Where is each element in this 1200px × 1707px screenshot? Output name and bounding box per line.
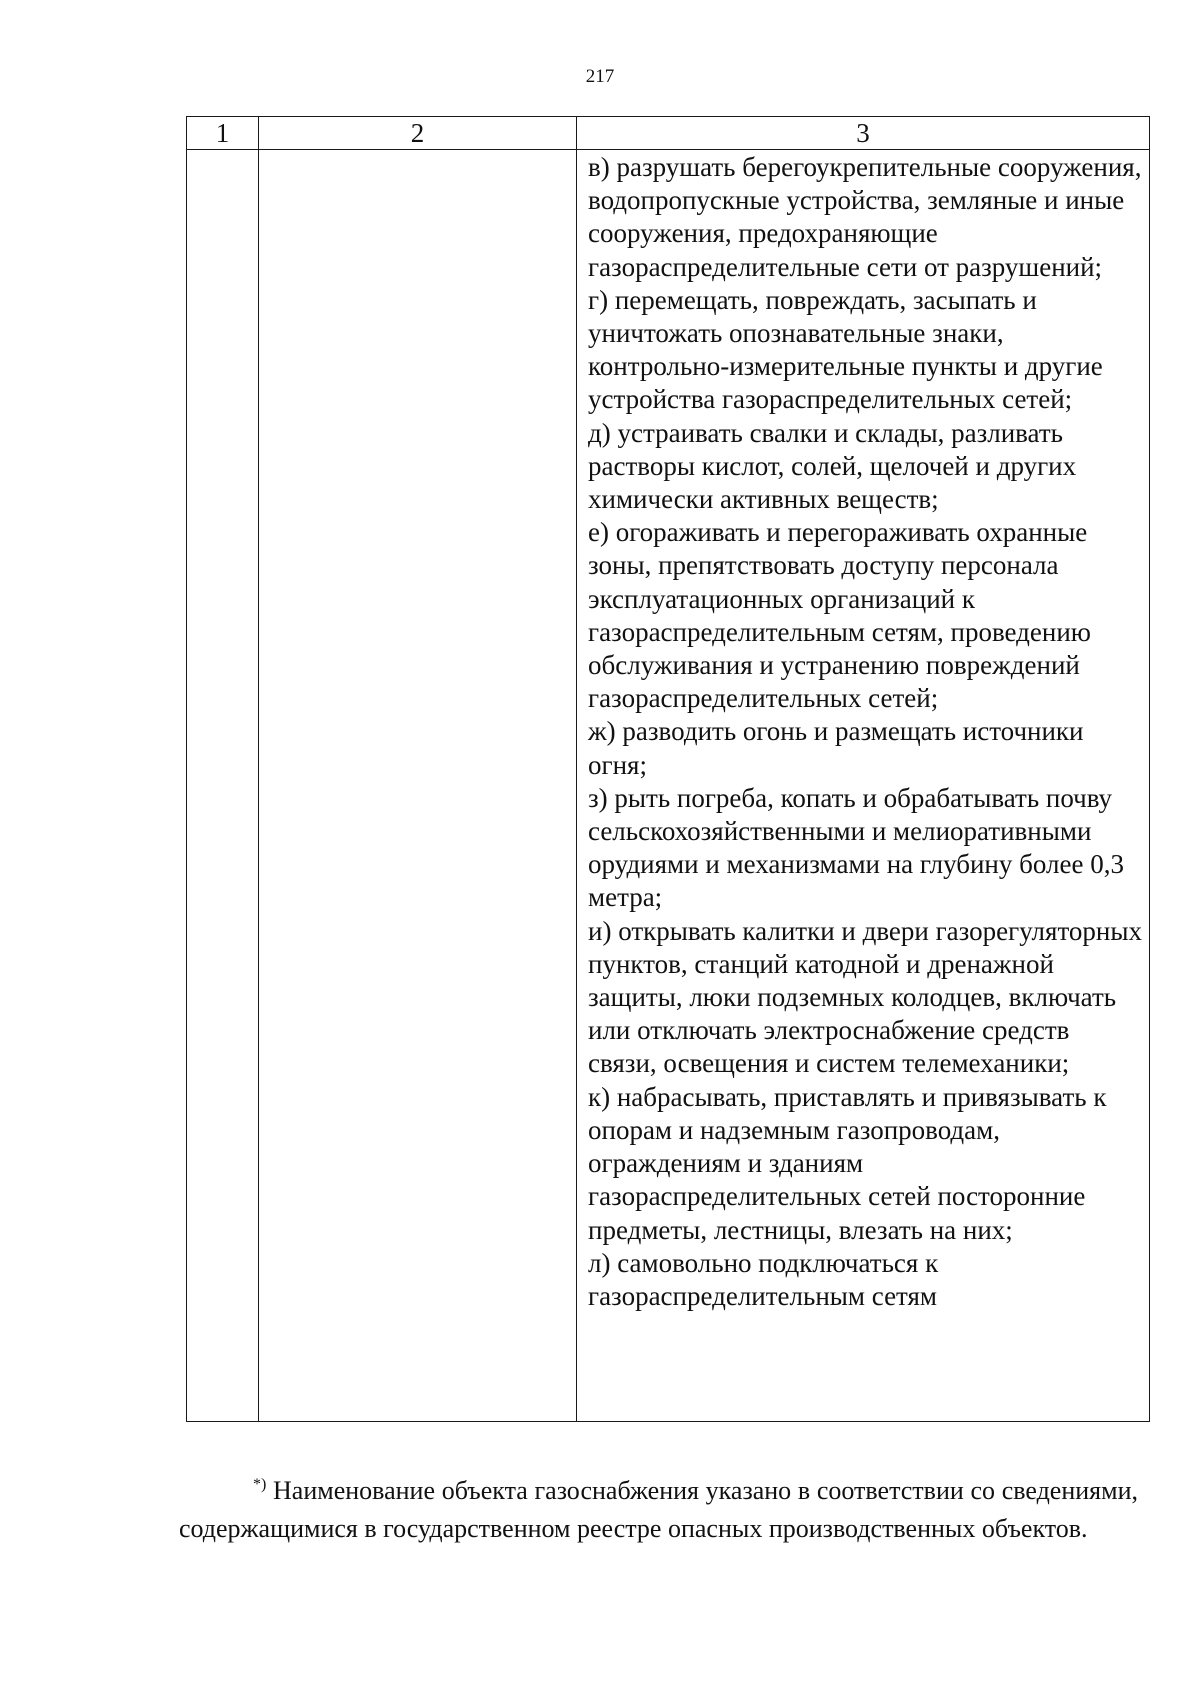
list-item: в) разрушать берегоукрепительные сооружения, водопропускные устройства, земляные и иные сооружения, предохраняющие газораспределительные сети от разрушений;	[588, 152, 1142, 282]
prohibitions-list	[577, 150, 1149, 1313]
list-item: г) перемещать, повреждать, засыпать и уничтожать опознавательные знаки, контрольно-измерительные пункты и другие устройства газораспределительных сетей;	[588, 284, 1103, 415]
footnote-marker: *)	[253, 1476, 267, 1493]
list-item: д) устраивать свалки и склады, разливать растворы кислот, солей, щелочей и других химически активных веществ;	[588, 417, 1077, 515]
column-1-cell	[187, 150, 259, 1422]
column-header-1: 1	[187, 117, 259, 150]
list-item: л) самовольно подключаться к газораспределительным сетям	[588, 1247, 939, 1311]
list-item: и) открывать калитки и двери газорегуляторных пунктов, станций катодной и дренажной защиты, люки подземных колодцев, включать или отключать электроснабжение средств связи, освещения и систем телемеханики;	[588, 915, 1142, 1079]
document-table	[186, 116, 1150, 1422]
column-2-cell	[259, 150, 577, 1422]
table-header-row	[187, 117, 1150, 150]
footnote-text: Наименование объекта газоснабжения указано в соответствии со сведениями, содержащимися в государственном реестре опасных производственных объектов.	[179, 1476, 1138, 1543]
list-item: к) набрасывать, приставлять и привязывать к опорам и надземным газопроводам, ограждениям и зданиям газораспределительных сетей посторонние предметы, лестницы, влезать на них;	[588, 1081, 1107, 1245]
list-item: е) огораживать и перегораживать охранные зоны, препятствовать доступу персонала эксплуатационных организаций к газораспределительным сетям, проведению обслуживания и устранению повреждений газораспределительных сетей;	[588, 517, 1091, 714]
column-3-cell	[577, 150, 1150, 1422]
column-header-3: 3	[577, 117, 1150, 150]
list-item: з) рыть погреба, копать и обрабатывать почву сельскохозяйственными и мелиоративными орудиями и механизмами на глубину более 0,3 метра;	[588, 782, 1124, 913]
page-number: 217	[585, 66, 615, 87]
footnote	[179, 1466, 1138, 1548]
table-row	[187, 150, 1150, 1422]
column-header-2: 2	[259, 117, 577, 150]
list-item: ж) разводить огонь и размещать источники огня;	[588, 716, 1084, 780]
